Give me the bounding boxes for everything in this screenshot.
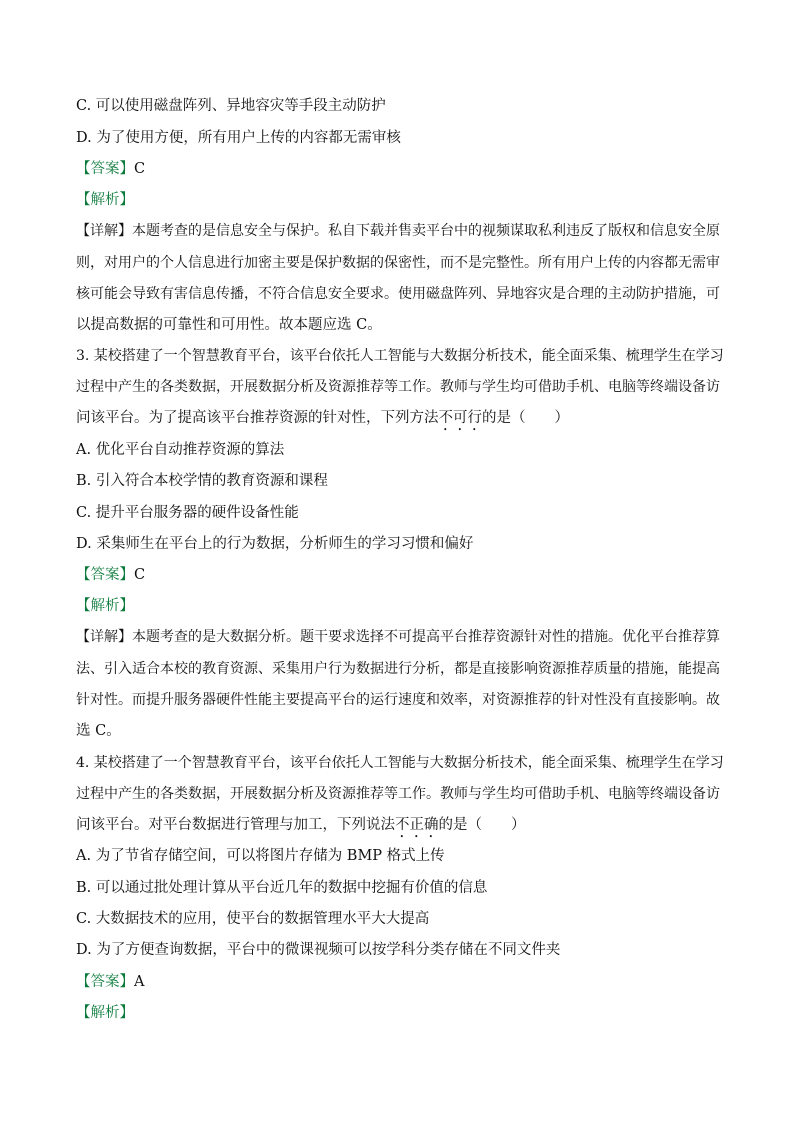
detail-tag: 【详解】 (76, 629, 132, 645)
q3-answer (76, 565, 726, 585)
stem-text: 的是（ ） (438, 817, 526, 833)
q2-detail-line (76, 221, 726, 241)
emphasis-text: 不可行 (438, 410, 482, 426)
q4-stem-line (76, 815, 726, 841)
q4-stem-line: 过程中产生的各类数据，开展数据分析及资源推荐等工作。教师与学生均可借助手机、电脑等终端设备访 (76, 786, 720, 802)
detail-tag: 【详解】 (76, 223, 132, 239)
stem-text: 的是（ ） (482, 410, 569, 426)
q3-option-c: C. 提升平台服务器的硬件设备性能 (76, 505, 299, 521)
answer-tag: 【答案】 (76, 567, 134, 583)
q3-detail-line (76, 627, 726, 647)
q4-option-b: B. 可以通过批处理计算从平台近几年的数据中挖掘有价值的信息 (76, 880, 488, 896)
q4-analysis-tag (76, 1003, 726, 1023)
answer-tag: 【答案】 (76, 161, 134, 177)
detail-text: 本题考查的是信息安全与保护。私自下载并售卖平台中的视频谋取私利违反了版权和信息安全原 (132, 223, 720, 239)
q3-stem-line (76, 408, 726, 434)
q3-detail-line: 针对性。而提升服务器硬件性能主要提高平台的运行速度和效率，对资源推荐的针对性没有直接影响。故 (76, 692, 720, 708)
answer-value: C (134, 161, 146, 177)
stem-text: 问该平台。为了提高该平台推荐资源的针对性，下列方法 (76, 410, 439, 426)
q3-stem-line: 3. 某校搭建了一个智慧教育平台，该平台依托人工智能与大数据分析技术，能全面采集、梳理学生在学习 (76, 348, 724, 364)
emphasis-text: 不正确 (395, 817, 439, 833)
answer-tag: 【答案】 (76, 974, 134, 990)
q4-option-d: D. 为了方便查询数据，平台中的微课视频可以按学科分类存储在不同文件夹 (76, 942, 561, 958)
answer-value: C (134, 567, 146, 583)
detail-text: 本题考查的是大数据分析。题干要求选择不可提高平台推荐资源针对性的措施。优化平台推荐算 (132, 629, 720, 645)
q3-option-d: D. 采集师生在平台上的行为数据，分析师生的学习习惯和偏好 (76, 536, 474, 552)
q3-analysis-tag (76, 596, 726, 616)
q4-option-a: A. 为了节省存储空间，可以将图片存储为 BMP 格式上传 (76, 848, 445, 864)
q4-answer (76, 972, 726, 992)
q3-detail-line: 选 C。 (76, 723, 121, 739)
q4-option-c: C. 大数据技术的应用，使平台的数据管理水平大大提高 (76, 911, 430, 927)
q3-stem-line: 过程中产生的各类数据，开展数据分析及资源推荐等工作。教师与学生均可借助手机、电脑等终端设备访 (76, 379, 720, 395)
analysis-tag: 【解析】 (76, 192, 134, 208)
q2-detail-line: 以提高数据的可靠性和可用性。故本题应选 C。 (76, 317, 382, 333)
q3-detail-line: 法、引入适合本校的教育资源、采集用户行为数据进行分析，都是直接影响资源推荐质量的措施，能提高 (76, 661, 720, 677)
answer-value: A (134, 974, 145, 990)
q2-analysis-tag (76, 190, 726, 210)
analysis-tag: 【解析】 (76, 1005, 134, 1021)
analysis-tag: 【解析】 (76, 598, 134, 614)
q2-answer (76, 159, 726, 179)
q3-option-b: B. 引入符合本校学情的教育资源和课程 (76, 473, 328, 489)
q2-detail-line: 核可能会导致有害信息传播，不符合信息安全要求。使用磁盘阵列、异地容灾是合理的主动防护措施，可 (76, 286, 720, 302)
q2-option-d: D. 为了使用方便，所有用户上传的内容都无需审核 (76, 130, 401, 146)
q2-detail-line: 则，对用户的个人信息进行加密主要是保护数据的保密性，而不是完整性。所有用户上传的内容都无需审 (76, 255, 720, 271)
q2-option-c: C. 可以使用磁盘阵列、异地容灾等手段主动防护 (76, 98, 386, 114)
q3-option-a: A. 优化平台自动推荐资源的算法 (76, 442, 285, 458)
stem-text: 问该平台。对平台数据进行管理与加工，下列说法 (76, 817, 395, 833)
q4-stem-line: 4. 某校搭建了一个智慧教育平台，该平台依托人工智能与大数据分析技术，能全面采集、梳理学生在学习 (76, 755, 724, 771)
